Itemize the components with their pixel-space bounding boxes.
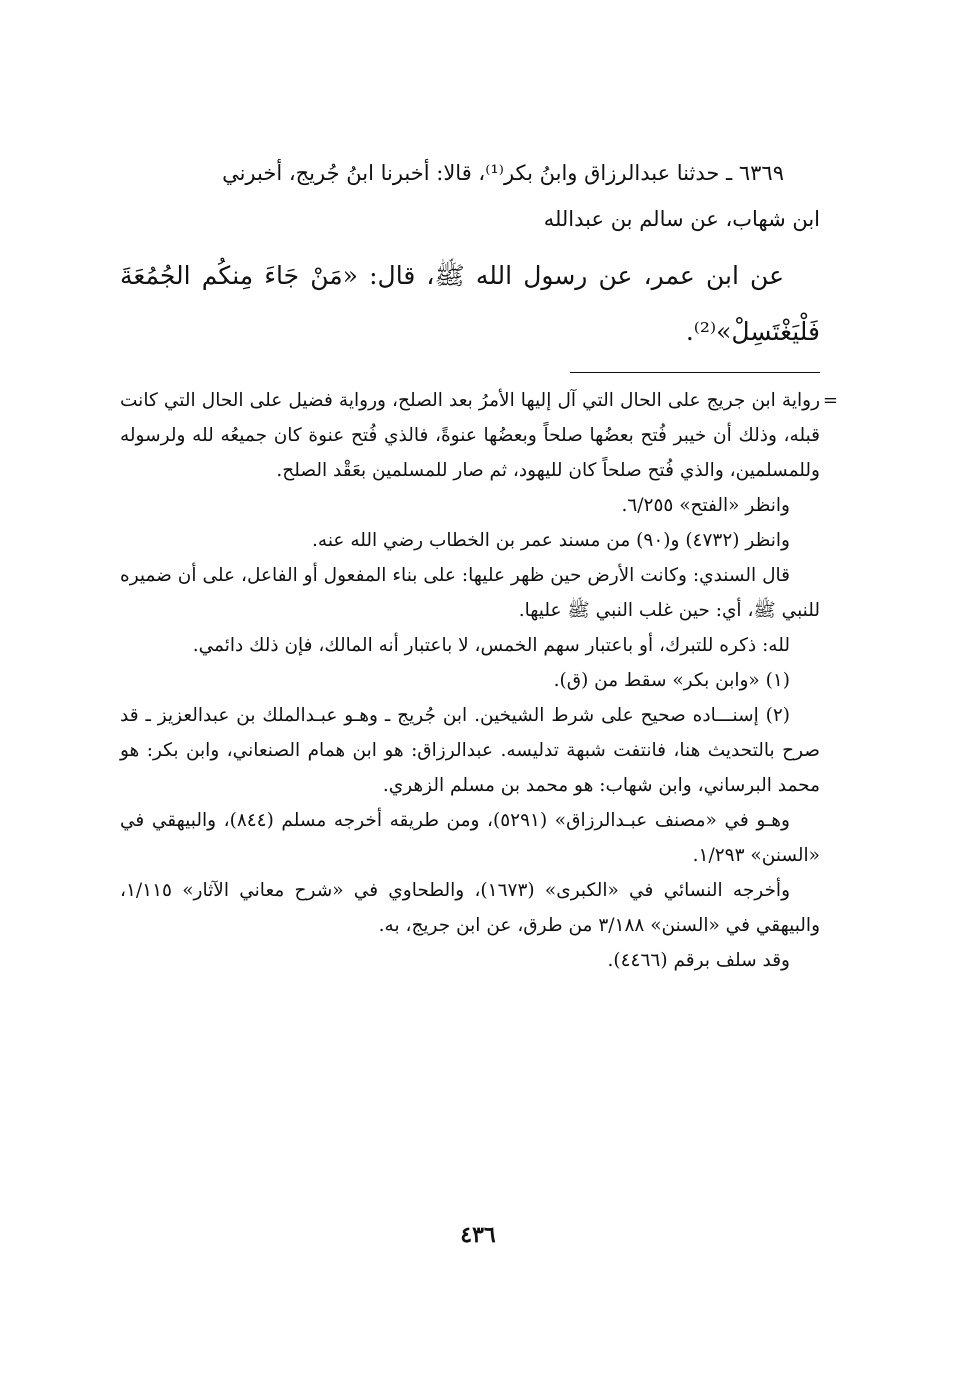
page-number: ٤٣٦ [460,1222,496,1248]
continuation-mark: = [822,390,838,411]
footnote-paragraph: وانظر «الفتح» ٦/٢٥٥. [621,495,790,516]
hadith-isnad-line-2: ابن شهاب، عن سالم بن عبدالله [543,207,820,231]
footnote-separator [570,372,820,373]
footnote-paragraph: وقد سلف برقم (٤٤٦٦). [607,950,790,971]
page-body [120,150,838,978]
footnotes [120,383,838,978]
footnote-paragraph: وهـو في «مصنف عبـدالرزاق» (٥٢٩١)، ومن طريقه أخرجه مسلم (٨٤٤)، والبيهقي في «السنن» ١/٢٩٣. [120,810,820,866]
hadith-isnad-line-1: ٦٣٦٩ ـ حدثنا عبدالرزاق وابنُ بكر⁽¹⁾، قالا: أخبرنا ابنُ جُريج، أخبرني [222,161,784,185]
footnote-paragraph: رواية ابن جريج على الحال التي آل إليها الأمرُ بعد الصلح، ورواية فضيل على الحال التي كانت قبله، وذلك أن خيبر فُتح بعضُها صلحاً وبعضُها عنوةً، فالذي فُتح عنوة كان جميعُه لله ولرسوله وللمسلمين، والذي فُتح صلحاً كان لليهود، ثم صار للمسلمين بعَقْد الصلح. [120,390,820,481]
footnote-2: (٢) إسنـــاده صحيح على شرط الشيخين. ابن جُريج ـ وهـو عبـدالملك بن عبدالعزيز ـ قد صرح بالتحديث هنا، فانتفت شبهة تدليسه. عبدالرزاق: هو ابن همام الصنعاني، وابن بكر: هو محمد البرساني، وابن شهاب: هو محمد بن مسلم الزهري. [120,705,820,796]
footnote-paragraph: لله: ذكره للتبرك، أو باعتبار سهم الخمس، لا باعتبار أنه المالك، فإن ذلك دائمي. [192,635,790,656]
footnote-paragraph: وأخرجه النسائي في «الكبرى» (١٦٧٣)، والطحاوي في «شرح معاني الآثار» ١/١١٥، والبيهقي في «السنن» ٣/١٨٨ من طرق، عن ابن جريج، به. [120,880,820,936]
footnote-paragraph: قال السندي: وكانت الأرض حين ظهر عليها: على بناء المفعول أو الفاعل، على أن ضميره للنبي ﷺ، أي: حين غلب النبي ﷺ عليها. [120,565,820,621]
hadith-matn: عن ابن عمر، عن رسول الله ﷺ، قال: «مَنْ جَاءَ مِنكُم الجُمُعَةَ فَلْيَغْتَسِلْ»⁽²⁾. [120,261,820,346]
footnote-continuation [120,383,838,488]
footnote-1: (١) «وابن بكر» سقط من (ق). [553,670,790,691]
footnote-paragraph: وانظر (٤٧٣٢) و(٩٠) من مسند عمر بن الخطاب رضي الله عنه. [312,530,790,551]
